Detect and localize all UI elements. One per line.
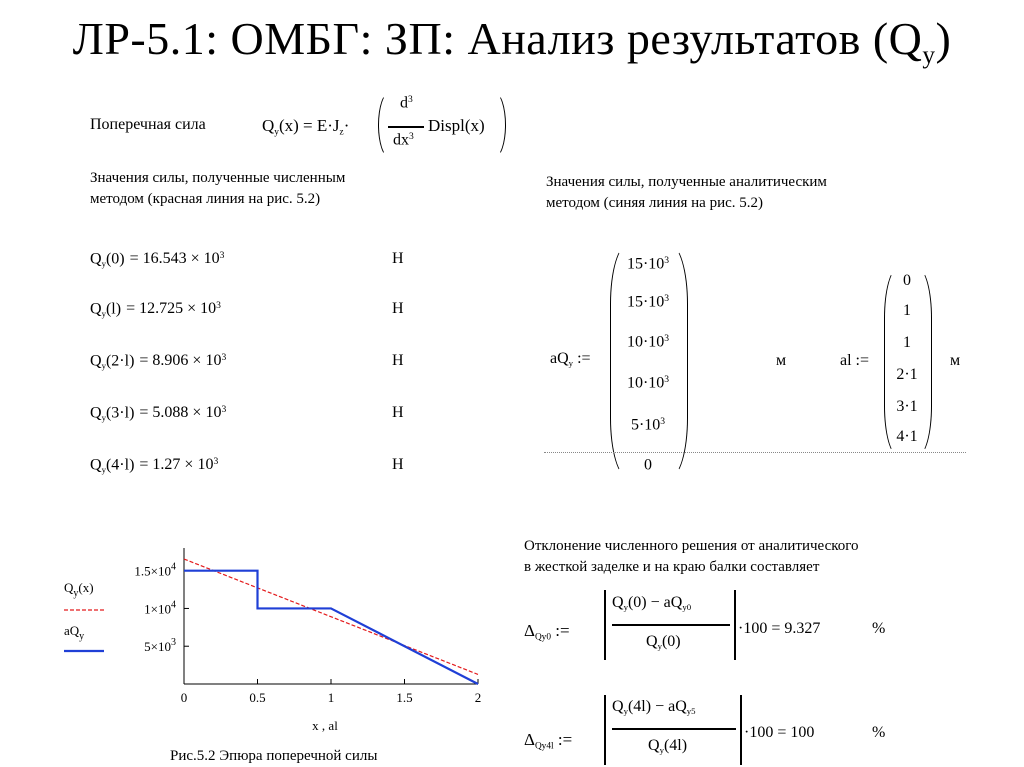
al-vector-cell: 2·1 bbox=[896, 366, 918, 383]
numeric-unit: Н bbox=[392, 300, 404, 317]
y-tick-label: $1\times 10^4$ bbox=[144, 599, 176, 617]
x-tick-label: 1.5 bbox=[396, 690, 413, 705]
delta-qy0-numerator: $Q_y(0) - aQ_{y0}$ bbox=[612, 594, 692, 613]
derivative-denominator: $dx^3$ bbox=[393, 131, 414, 149]
al-vector-cell: 4·1 bbox=[896, 428, 918, 445]
region-separator bbox=[544, 452, 966, 453]
aqy-matrix-cell: $15\cdot 10^3$ bbox=[626, 293, 670, 311]
numeric-unit: Н bbox=[392, 404, 404, 421]
derivative-numerator: $d^3$ bbox=[400, 94, 413, 112]
deviation-caption: Отклонение численного решения от аналитического в жесткой заделке и на краю балки составляет bbox=[524, 538, 859, 575]
delta-qy0-fraction-line bbox=[612, 624, 730, 626]
delta-qy4l-denominator: $Q_y(4l)$ bbox=[648, 737, 688, 756]
shear-force-formula: $Q_y(x) = E\cdot J_z\cdot$ bbox=[262, 116, 350, 138]
delta-qy0-denominator: $Q_y(0)$ bbox=[646, 633, 681, 652]
aqy-matrix-cell: $5\cdot 10^3$ bbox=[630, 416, 666, 434]
abs-bar-left-4 bbox=[604, 695, 606, 765]
al-vector-cell: 1 bbox=[903, 302, 911, 319]
delta-qy0-result: ·100 = 9.327 bbox=[738, 620, 821, 637]
numeric-value-row: $Q_y(4\cdot l) = 1.27 \times 10^3$ bbox=[90, 456, 219, 475]
y-tick-label: $1.5\times 10^4$ bbox=[134, 561, 176, 579]
numeric-value-row: $Q_y(l) = 12.725 \times 10^3$ bbox=[90, 300, 221, 319]
aqy-matrix-cell: $10\cdot 10^3$ bbox=[626, 333, 670, 351]
analytic-series-line bbox=[184, 571, 478, 684]
numeric-value-row: $Q_y(0) = 16.543 \times 10^3$ bbox=[90, 250, 225, 269]
delta-qy4l-percent: % bbox=[872, 724, 886, 741]
slide-title: ЛР-5.1: ОМБГ: ЗП: Анализ результатов $(Q_y)$ bbox=[72, 13, 952, 69]
legend-label: $Q_y(x)$ bbox=[64, 580, 94, 599]
aqy-matrix-brackets bbox=[610, 244, 688, 478]
aqy-unit: м bbox=[776, 352, 787, 369]
shear-force-label: Поперечная сила bbox=[90, 116, 206, 133]
chart-x-label: x , al bbox=[312, 718, 338, 733]
abs-bar-right-4 bbox=[740, 695, 742, 765]
x-tick-label: 2 bbox=[474, 690, 482, 705]
x-tick-label: 1 bbox=[327, 690, 335, 705]
al-vector-cell: 0 bbox=[903, 272, 911, 289]
numeric-caption: Значения силы, полученные численным методом (красная линия на рис. 5.2) bbox=[90, 170, 346, 207]
al-assignment-label: al := bbox=[840, 352, 870, 369]
chart-caption: Рис.5.2 Эпюра поперечной силы bbox=[170, 748, 378, 764]
numeric-value-row: $Q_y(2\cdot l) = 8.906 \times 10^3$ bbox=[90, 352, 227, 371]
numeric-series-line bbox=[184, 559, 478, 674]
numeric-unit: Н bbox=[392, 456, 404, 473]
shear-force-chart bbox=[60, 548, 510, 767]
delta-qy4l-numerator: $Q_y(4l) - aQ_{y5}$ bbox=[612, 698, 696, 717]
abs-bar-right-0 bbox=[734, 590, 736, 660]
analytic-caption: Значения силы, полученные аналитическим методом (синяя линия на рис. 5.2) bbox=[546, 174, 827, 211]
al-unit: м bbox=[950, 352, 961, 369]
aqy-matrix-cell: $10\cdot 10^3$ bbox=[626, 374, 670, 392]
x-tick-label: 0 bbox=[180, 690, 188, 705]
numeric-unit: Н bbox=[392, 250, 404, 267]
delta-qy0-label: $\Delta_{Qy0}$ := bbox=[524, 621, 570, 643]
numeric-unit: Н bbox=[392, 352, 404, 369]
abs-bar-left-0 bbox=[604, 590, 606, 660]
x-tick-label: 0.5 bbox=[249, 690, 266, 705]
derivative-fraction-line bbox=[388, 126, 424, 128]
aqy-matrix-cell: $15\cdot 10^3$ bbox=[626, 255, 670, 273]
legend-label: $aQ_y$ bbox=[64, 623, 85, 642]
delta-qy4l-result: ·100 = 100 bbox=[744, 724, 815, 741]
displacement-function: Displ(x) bbox=[428, 116, 485, 135]
numeric-value-row: $Q_y(3\cdot l) = 5.088 \times 10^3$ bbox=[90, 404, 227, 423]
delta-qy4l-label: $\Delta_{Qy4l}$ := bbox=[524, 730, 573, 752]
al-vector-cell: 1 bbox=[903, 334, 911, 351]
aqy-assignment-label: $aQ_y$ := bbox=[550, 350, 591, 369]
delta-qy4l-fraction-line bbox=[612, 728, 736, 730]
aqy-matrix-cell: 0 bbox=[644, 456, 652, 474]
y-tick-label: $5\times 10^3$ bbox=[144, 637, 176, 655]
al-vector-cell: 3·1 bbox=[896, 398, 918, 415]
delta-qy0-percent: % bbox=[872, 620, 886, 637]
